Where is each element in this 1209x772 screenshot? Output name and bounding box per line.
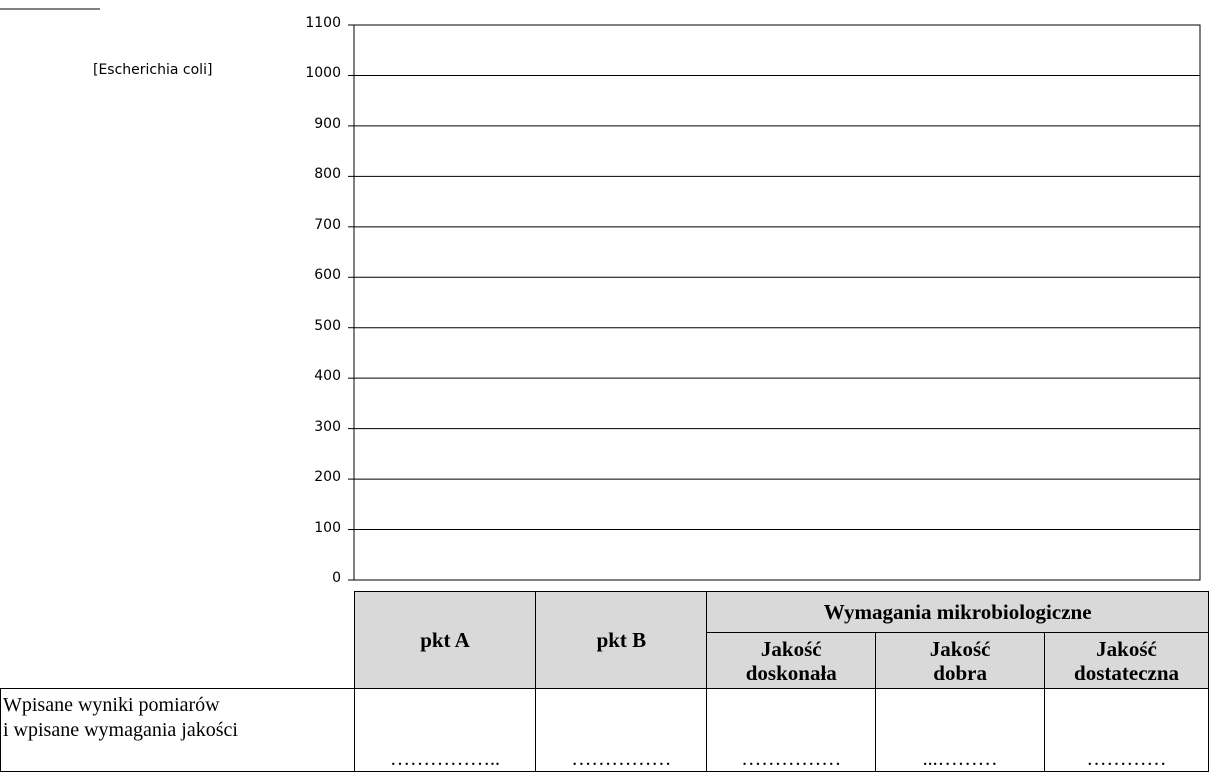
y-tick-label: 600 [314,267,341,284]
y-tick-label: 500 [314,317,341,334]
y-tick-label: 200 [314,469,341,486]
header-line: doskonała [745,660,837,685]
data-table [0,591,1209,772]
header-line: dobra [933,660,987,685]
answer-blank-pkt-a[interactable]: …………….. [354,689,536,772]
y-tick-label: 800 [314,166,341,183]
header-line: Jakość [929,636,991,661]
col-header-pkt-b: pkt B [536,592,707,689]
col-header-pkt-a: pkt A [354,592,536,689]
answer-blank-dostateczna[interactable]: ………… [1045,689,1209,772]
col-header-jakosc-doskonala [707,633,876,689]
row-label-line: i wpisane wymagania jakości [3,719,238,741]
header-line: Jakość [1096,636,1157,661]
y-tick-label: 400 [314,368,341,385]
y-tick-label: 100 [314,519,341,536]
row-label-line: Wpisane wyniki pomiarów [3,694,220,716]
header-line: dostateczna [1074,660,1180,685]
answer-blank-doskonala[interactable]: …………… [707,689,876,772]
col-header-jakosc-dobra [876,633,1045,689]
col-header-jakosc-dostateczna [1045,633,1209,689]
y-tick-label: 1000 [305,65,341,82]
group-header: Wymagania mikrobiologiczne [707,592,1209,633]
plot-area [354,25,1200,580]
y-tick-label: 900 [314,115,341,132]
y-tick-label: 1100 [305,15,341,31]
header-line: Jakość [760,636,822,661]
y-axis-label: [Escherichia coli] [93,62,213,78]
y-tick-label: 300 [314,418,341,435]
row-label [1,689,355,772]
corner-cell [1,592,355,689]
answer-blank-pkt-b[interactable]: …………… [536,689,707,772]
y-tick-label: 700 [314,216,341,233]
answer-blank-dobra[interactable]: ...……… [876,689,1045,772]
y-tick-label: 0 [332,570,341,586]
